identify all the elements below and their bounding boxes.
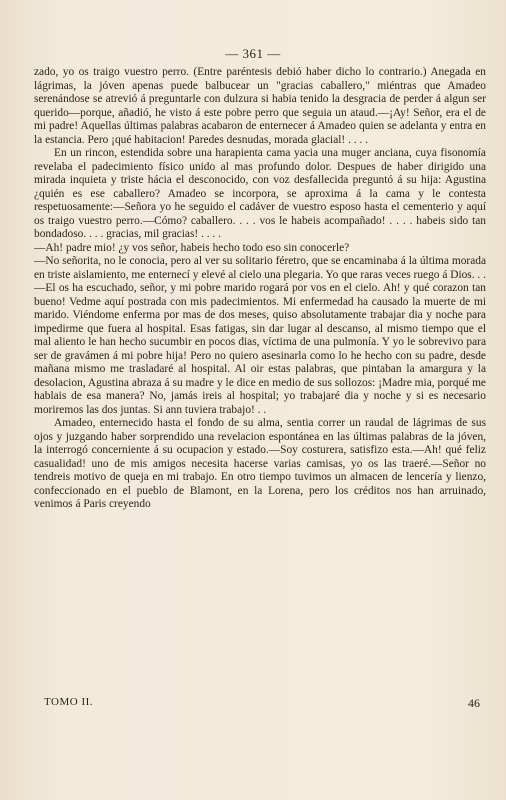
- page-number: — 361 —: [225, 46, 281, 61]
- signature-mark: 46: [468, 696, 480, 710]
- paragraph: —No señorita, no le conocia, pero al ver su solitario féretro, que se encaminaba á la última morada en triste aislamiento, me enternecí y elevé al cielo una plegaria. Yo que raras veces ruego á Dios. . .: [34, 255, 486, 281]
- paragraph: —El os ha escuchado, señor, y mi pobre marido rogará por vos en el cielo. Ah! y qué corazon tan bueno! Vedme aquí postrada con mis padecimientos. Mi enfermedad ha causado la muerte de mi marido. Viéndome enferma por mas de dos meses, quiso absolutamente trabajar dia y noche para impedirme que fuera al hospital. Esas fatigas, sin dar lugar al descanso, al mismo tiempo que el mal aliento le han hecho sucumbir en pocos dias, víctima de una pulmonía. Y yo le sobrevivo para ser de gravámen á mi pobre hija! Pero no quiero asesinarla como lo he hecho con su padre, desde mañana mismo me trasladaré al hospital. Al oir estas palabras, que pintaban la amargura y la desolacion, Agustina abraza á su madre y le dice en medio de sus sollozos: ¡Madre mia, porqué me hablais de esa manera? No, jamás ireis al hospital; yo trabajaré dia y noche y si es necesario moriremos las dos juntas. Si ann tuviera trabajo! . .: [34, 282, 486, 416]
- body-text: [34, 66, 486, 512]
- paragraph: En un rincon, estendida sobre una harapienta cama yacia una muger anciana, cuya fisonomía revelaba el padecimiento físico unido al mas profundo dolor. Despues de haber dirigido una mirada inquieta y triste hácia el desconocido, con voz desfallecida preguntó á su hija: Agustina ¿quién es ese caballero? Amadeo se incorpora, se aproxima á la cama y le contesta respetuosamente:—Señora yo he seguido el cadáver de vuestro esposo hasta el cementerio y aquí os traigo vuestro perro.—Cómo? caballero. . . . vos le habeis acompañado! . . . . habeis sido tan bondadoso. . . . gracias, mil gracias! . . . .: [34, 147, 486, 240]
- paragraph: zado, yo os traigo vuestro perro. (Entre paréntesis debió haber dicho lo contrario.) Anegada en lágrimas, la jóven apenas puede balbucear un "gracias caballero," miéntras que Amadeo serenándose se atrevió á preguntarle con dulzura si habia tenido la desgracia de perder á algun ser querido—porque, añadió, he visto á este pobre perro que seguia un ataud.—¡Ay! Señor, era el de mi padre! Aquellas últimas palabras acabaron de enternecer á Amadeo quien se adelanta y entra en la estancia. Pero ¡qué habitacion! Paredes desnudas, morada glacial! . . . .: [34, 66, 486, 146]
- paragraph: —Ah! padre mio! ¿y vos señor, habeis hecho todo eso sin conocerle?: [34, 241, 350, 254]
- volume-label: TOMO II.: [44, 696, 94, 708]
- paragraph: Amadeo, enternecido hasta el fondo de su alma, sentia correr un raudal de lágrimas de sus ojos y juzgando haber sorprendido una revelacion espontánea en las últimas palabras de la jóven, la interrogó concerniente á su ocupacion y estado.—Soy costurera, satisfizo esta.—Ah! qué feliz casualidad! uno de mis amigos necesita hacerse varias camisas, yo os las traeré.—Señor no tendreis motivo de queja en mi trabajo. En otro tiempo tuvimos un almacen de lencería y lienzo, confeccionado en el pueblo de Blamont, en la Lorena, pero los créditos nos han arruinado, venimos á Paris creyendo: [34, 417, 486, 510]
- page-footer: [34, 696, 486, 711]
